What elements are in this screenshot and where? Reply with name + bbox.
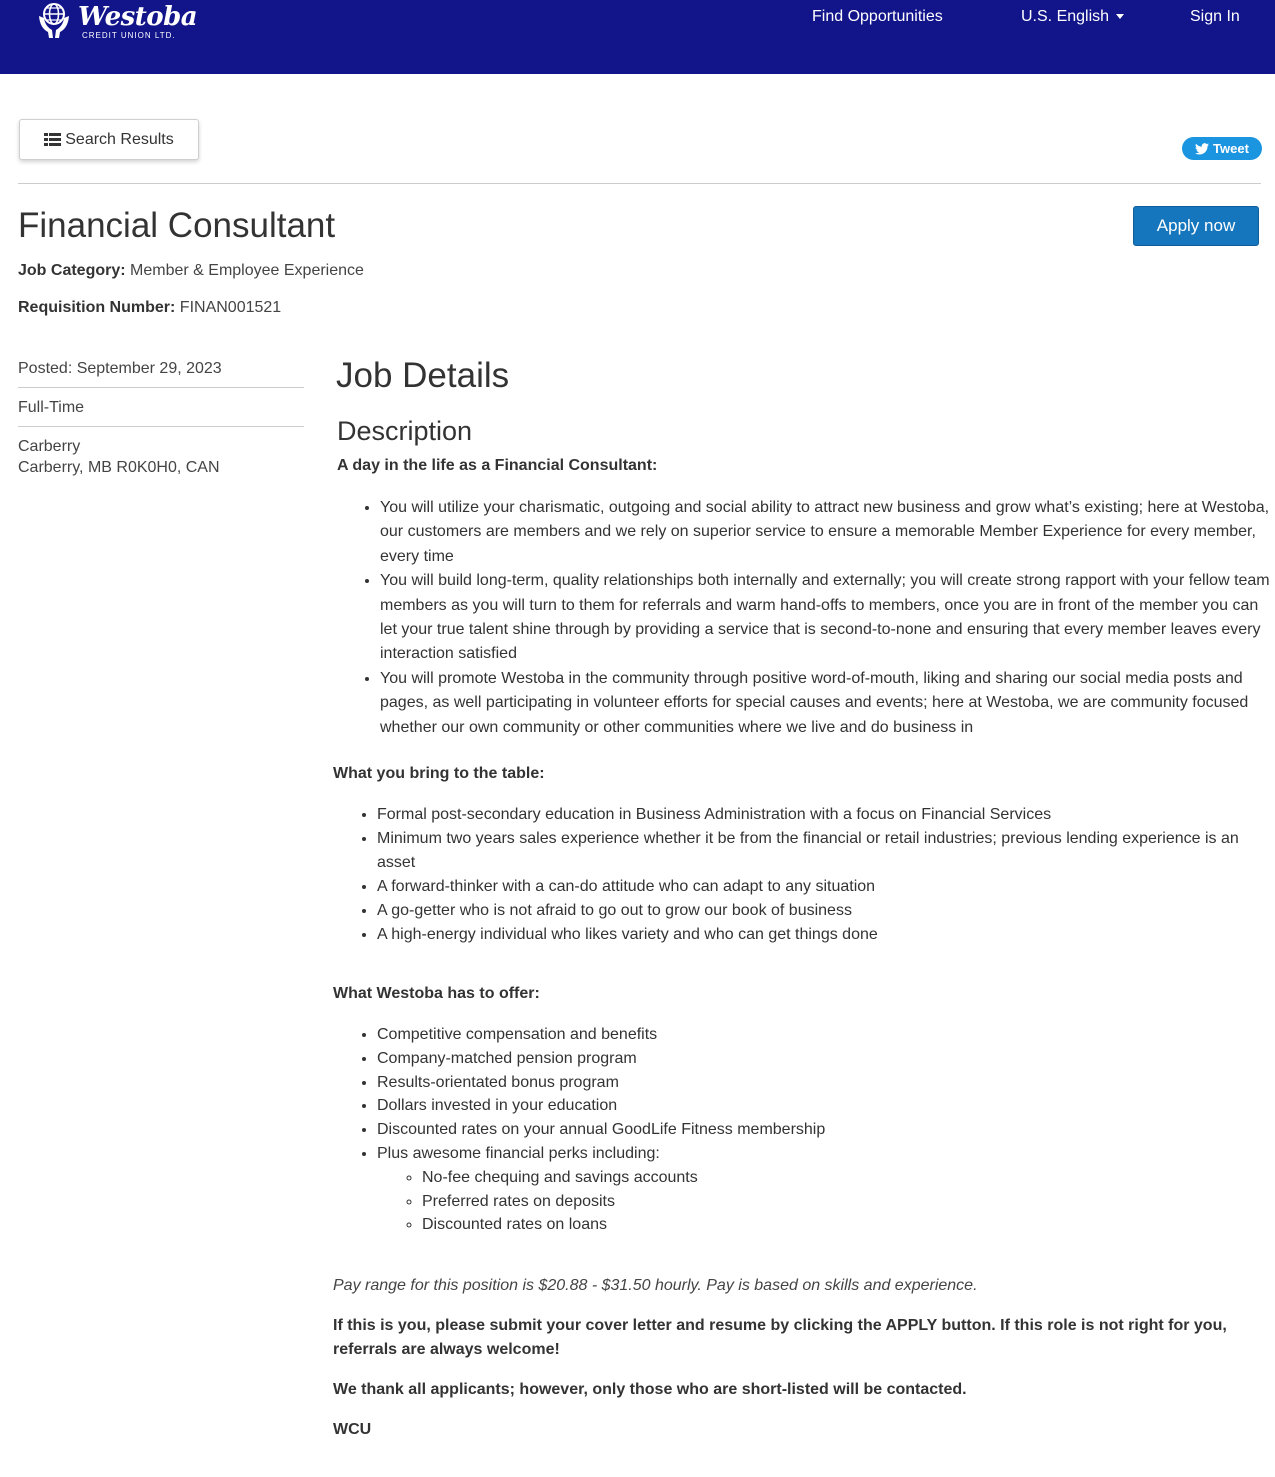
requisition-label: Requisition Number: (18, 299, 176, 316)
list-item: • You will utilize your charismatic, outgoing and social ability to attract new business and grow what’s existing; here at Westoba, our customers are members and we rely on superior service to ensure a memorable Member Experience for every member, every time (380, 496, 1273, 569)
job-sidebar (18, 358, 304, 495)
divider (18, 183, 1261, 184)
list-item: ◦ Preferred rates on deposits (422, 1190, 1273, 1214)
list-item: • Discounted rates on your annual GoodLife Fitness membership (377, 1118, 1273, 1142)
globe-hands-icon (36, 2, 72, 40)
westoba-logo[interactable] (36, 2, 216, 44)
job-details-heading: Job Details (336, 356, 510, 395)
requisition-number (18, 299, 281, 317)
search-results-label: Search Results (65, 130, 174, 148)
apply-now-button[interactable]: Apply now (1133, 206, 1259, 246)
list-item: • Dollars invested in your education (377, 1094, 1273, 1118)
tweet-button[interactable] (1182, 137, 1262, 160)
job-category (18, 262, 364, 280)
list-item: • Competitive compensation and benefits (377, 1023, 1273, 1047)
description-heading: Description (337, 416, 473, 446)
language-dropdown[interactable] (1021, 8, 1124, 26)
perks-list (422, 1166, 1273, 1237)
offer-heading: What Westoba has to offer: (333, 985, 540, 1003)
day-in-life-list (380, 496, 1273, 740)
list-item: • You will promote Westoba in the community through positive word-of-mouth, liking and sharing our social media posts and pages, as well participating in volunteer efforts for special causes and events; here at Westoba, we are community focused whether our own community or other communities where we live and do business in (380, 667, 1273, 740)
nav-find-opportunities[interactable]: Find Opportunities (812, 8, 943, 25)
search-results-button[interactable] (19, 119, 199, 160)
top-navbar (0, 0, 1275, 74)
list-item: ◦ Discounted rates on loans (422, 1213, 1273, 1237)
bring-heading: What you bring to the table: (333, 765, 545, 783)
logo-subtitle: CREDIT UNION LTD. (82, 31, 176, 40)
location-address: Carberry, MB R0K0H0, CAN (18, 459, 220, 476)
caret-down-icon (1116, 14, 1124, 19)
apply-instructions: If this is you, please submit your cover letter and resume by clicking the APPLY button. If this role is not right for you, referrals are always welcome! (333, 1317, 1227, 1358)
list-item: • You will build long-term, quality relationships both internally and externally; you will create strong rapport with your fellow team members as you will turn to them for referrals and warm hand-offs to members, once you are in front of the member you can let your true talent shine through by providing a service that is second-to-none and ensuring that every member leaves every interaction satisfied (380, 569, 1273, 667)
list-item: • Minimum two years sales experience whether it be from the financial or retail industries; previous lending experience is an asset (377, 827, 1273, 875)
job-location (18, 436, 304, 486)
employment-type: Full-Time (18, 397, 304, 427)
list-icon (44, 133, 61, 146)
signature: WCU (333, 1421, 372, 1439)
list-item: ◦ No-fee chequing and savings accounts (422, 1166, 1273, 1190)
posted-date: Posted: September 29, 2023 (18, 358, 304, 388)
language-label: U.S. English (1021, 8, 1110, 25)
list-item: • A go-getter who is not afraid to go out to grow our book of business (377, 899, 1273, 923)
logo-wordmark: Westoba (78, 2, 198, 32)
day-in-life-heading: A day in the life as a Financial Consultant: (337, 457, 658, 474)
list-item (377, 1142, 1273, 1237)
tweet-label: Tweet (1213, 141, 1249, 156)
bring-list (377, 803, 1273, 947)
job-category-value: Member & Employee Experience (130, 262, 364, 279)
twitter-bird-icon (1195, 143, 1209, 155)
job-details (333, 352, 1273, 1442)
list-item: • Formal post-secondary education in Business Administration with a focus on Financial Services (377, 803, 1273, 827)
nav-sign-in[interactable]: Sign In (1190, 8, 1240, 25)
list-item: • A forward-thinker with a can-do attitude who can adapt to any situation (377, 875, 1273, 899)
job-title: Financial Consultant (18, 206, 336, 245)
thank-you-note: We thank all applicants; however, only those who are short-listed will be contacted. (333, 1381, 967, 1399)
offer-list (377, 1023, 1273, 1237)
location-name: Carberry (18, 438, 81, 455)
pay-range: Pay range for this position is $20.88 - $31.50 hourly. Pay is based on skills and experience. (333, 1277, 978, 1295)
list-item: • Results-orientated bonus program (377, 1071, 1273, 1095)
perks-label: Plus awesome financial perks including: (377, 1145, 660, 1163)
requisition-value: FINAN001521 (179, 299, 282, 316)
list-item: • A high-energy individual who likes variety and who can get things done (377, 923, 1273, 947)
list-item: • Company-matched pension program (377, 1047, 1273, 1071)
job-category-label: Job Category: (18, 262, 126, 279)
